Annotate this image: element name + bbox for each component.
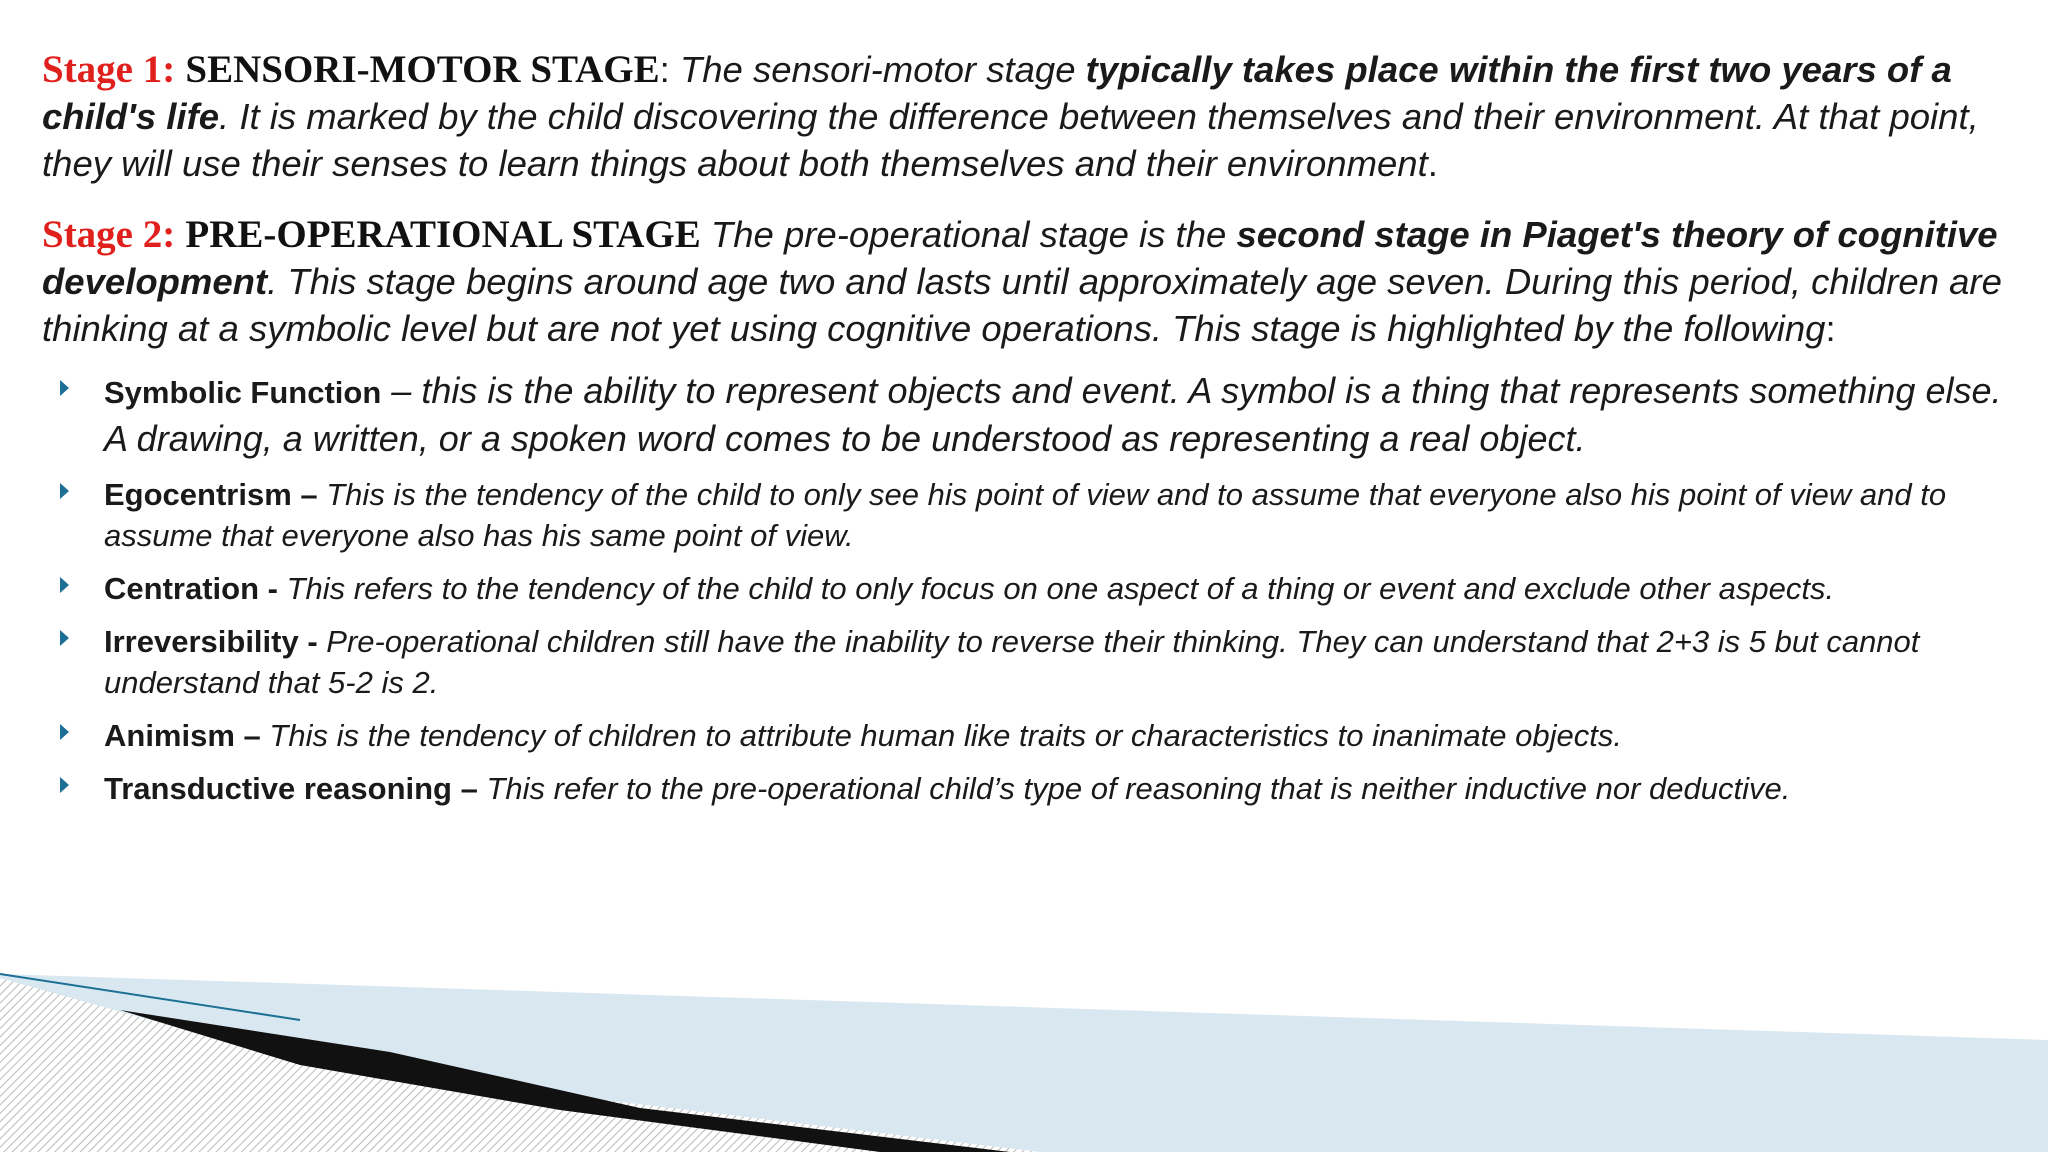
- bullet-arrow-icon: [60, 724, 69, 740]
- stage2-label: Stage 2:: [42, 213, 176, 256]
- bullet-term: Transductive reasoning –: [104, 771, 487, 806]
- bullet-term: Symbolic Function: [104, 375, 382, 410]
- stage2-text-a: The pre-operational stage is the: [700, 214, 1237, 255]
- bullet-term: Egocentrism –: [104, 477, 327, 512]
- stage1-emphasis: typically takes place within the first two years of a child's life: [42, 49, 1952, 137]
- stage2-end: :: [1825, 308, 1836, 349]
- bullet-desc: – this is the ability to represent objects and event. A symbol is a thing that represents something else. A drawing, a written, or a spoken word comes to be understood as representing a real object.: [104, 370, 2002, 459]
- bullet-term: Centration -: [104, 571, 287, 606]
- stage2-emphasis: second stage in Piaget's theory of cognitive development: [42, 214, 1998, 302]
- stage2-text-b: . This stage begins around age two and lasts until approximately age seven. During this period, children are thinking at a symbolic level but are not yet using cognitive operations. This stage is highlighted by the following: [42, 261, 2002, 349]
- list-item-transductive-reasoning: [42, 768, 2017, 809]
- bullet-term: Animism –: [104, 718, 270, 753]
- stage2-name: PRE-OPERATIONAL STAGE: [185, 213, 701, 256]
- features-list: [42, 368, 2017, 809]
- stage1-name: SENSORI-MOTOR STAGE: [185, 48, 660, 91]
- bullet-arrow-icon: [60, 630, 69, 646]
- stage2-paragraph: [42, 211, 2017, 352]
- slide-decoration: [0, 960, 2048, 1152]
- bullet-desc: This refer to the pre-operational child’s type of reasoning that is neither inductive nor deductive.: [486, 771, 1791, 806]
- bullet-arrow-icon: [60, 777, 69, 793]
- stage1-end: .: [1427, 143, 1438, 184]
- stage1-colon: :: [659, 49, 670, 90]
- stage1-label: Stage 1:: [42, 48, 176, 91]
- bullet-desc: This is the tendency of children to attribute human like traits or characteristics to inanimate objects.: [269, 718, 1622, 753]
- bullet-desc: Pre-operational children still have the inability to reverse their thinking. They can understand that 2+3 is 5 but cannot understand that 5-2 is 2.: [104, 624, 1920, 700]
- bullet-arrow-icon: [60, 577, 69, 593]
- slide-content: [42, 46, 2017, 821]
- bullet-arrow-icon: [60, 380, 69, 396]
- bullet-arrow-icon: [60, 483, 69, 499]
- list-item-irreversibility: [42, 621, 2017, 703]
- list-item-centration: [42, 568, 2017, 609]
- stage1-paragraph: [42, 46, 2017, 187]
- list-item-egocentrism: [42, 474, 2017, 556]
- bullet-term: Irreversibility -: [104, 624, 327, 659]
- bullet-desc: This refers to the tendency of the child to only focus on one aspect of a thing or event and exclude other aspects.: [286, 571, 1835, 606]
- list-item-animism: [42, 715, 2017, 756]
- bullet-desc: This is the tendency of the child to only see his point of view and to assume that everyone also his point of view and to assume that everyone also has his same point of view.: [104, 477, 1947, 553]
- list-item-symbolic-function: [42, 368, 2017, 462]
- stage1-text-b: . It is marked by the child discovering the difference between themselves and their environment. At that point, they will use their senses to learn things about both themselves and their environment: [42, 96, 1979, 184]
- stage1-text-a: The sensori-motor stage: [669, 49, 1086, 90]
